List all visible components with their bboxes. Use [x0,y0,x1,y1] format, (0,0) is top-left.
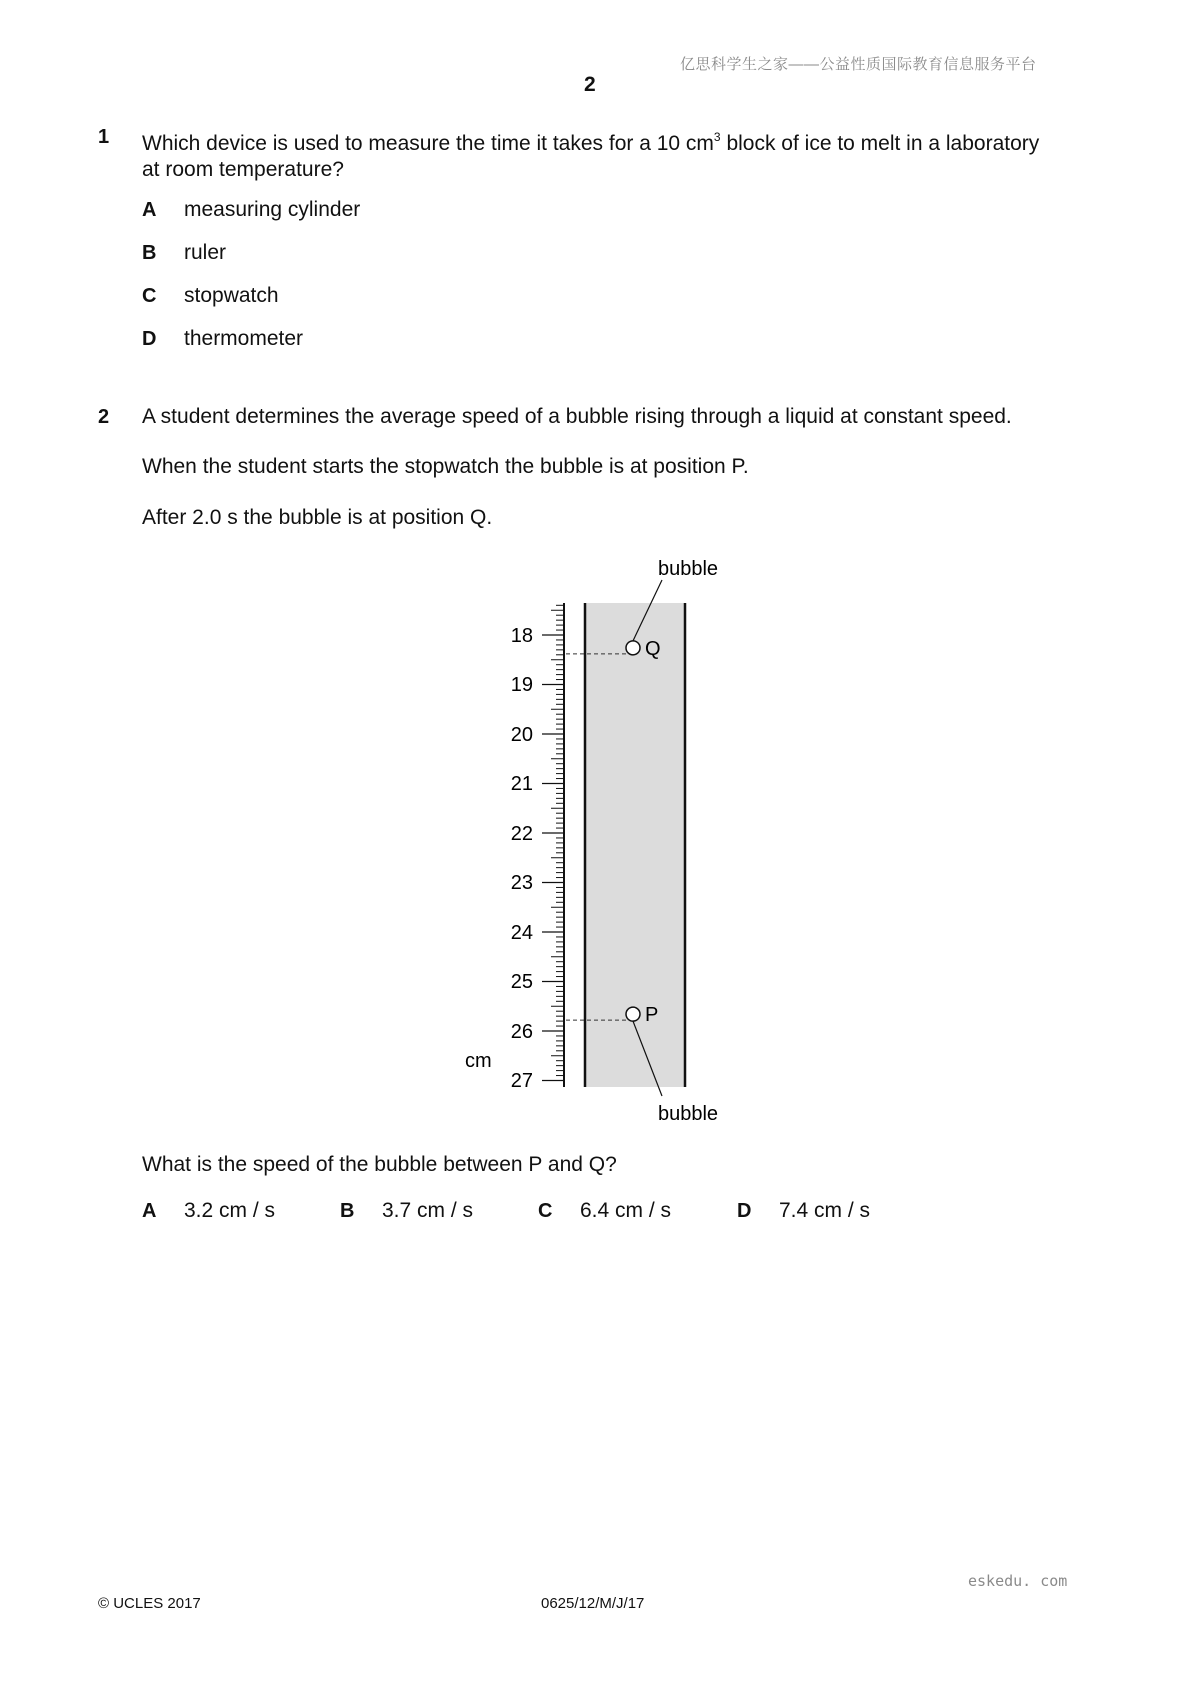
ruler-ticks [542,605,564,1080]
label-p: P [645,1004,659,1027]
label-q: Q [645,637,661,660]
question-2-line-2: When the student starts the stopwatch the bubble is at position P. [142,455,749,478]
scale-label-19: 19 [510,674,533,696]
q2-option-c-text[interactable]: 6.4 cm / s [580,1199,672,1222]
scale-label-20: 20 [510,724,533,746]
scale-label-27: 27 [510,1070,533,1092]
question-1-text-part-2: block of ice to melt in a laboratory [720,132,1040,155]
scale-label-18: 18 [510,625,533,647]
q2-option-a-letter[interactable]: A [142,1200,157,1222]
scale-label-21: 21 [510,773,533,795]
q2-option-d-letter[interactable]: D [737,1200,752,1222]
question-2-line-1: A student determines the average speed of a bubble rising through a liquid at constant speed. [142,405,1012,428]
q1-option-d-letter[interactable]: D [142,328,157,350]
q2-option-b-letter[interactable]: B [340,1200,355,1222]
q2-option-d-text[interactable]: 7.4 cm / s [779,1199,871,1222]
q2-option-c-letter[interactable]: C [538,1200,553,1222]
q1-option-a-letter[interactable]: A [142,199,157,221]
scale-label-23: 23 [510,872,533,894]
question-2-line-3: After 2.0 s the bubble is at position Q. [142,506,493,529]
question-1-number: 1 [98,126,110,148]
question-1-line-2: at room temperature? [142,158,344,181]
q1-option-d-text[interactable]: thermometer [184,327,304,350]
bubble-label-top: bubble [658,558,719,580]
q1-option-c-text[interactable]: stopwatch [184,284,279,307]
question-2-number: 2 [98,406,110,428]
q2-option-b-text[interactable]: 3.7 cm / s [382,1199,474,1222]
ruler-scale-labels [511,625,533,1092]
q1-option-b-text[interactable]: ruler [184,241,227,264]
header-watermark: 亿思科学生之家——公益性质国际教育信息服务平台 [680,56,1037,73]
unit-label-cm: cm [465,1050,492,1072]
question-1-text-part-1: Which device is used to measure the time it takes for a 10 cm [142,132,714,155]
q1-option-a-text[interactable]: measuring cylinder [184,198,361,221]
q1-option-b-letter[interactable]: B [142,242,157,264]
footer-watermark: eskedu. com [968,1572,1068,1590]
q2-option-a-text[interactable]: 3.2 cm / s [184,1199,276,1222]
q1-option-c-letter[interactable]: C [142,285,157,307]
footer-paper-code: 0625/12/M/J/17 [541,1595,645,1612]
footer-copyright: © UCLES 2017 [98,1595,201,1612]
bubble-label-bottom: bubble [658,1103,719,1125]
bubble-p [626,1007,640,1021]
scale-label-22: 22 [510,823,533,845]
scale-label-24: 24 [510,922,533,944]
page-number: 2 [584,73,596,96]
bubble-q [626,641,640,655]
question-2-prompt: What is the speed of the bubble between P and Q? [142,1153,617,1176]
cubic-superscript: 3 [713,130,721,144]
scale-label-26: 26 [510,1021,533,1043]
scale-label-25: 25 [510,971,533,993]
